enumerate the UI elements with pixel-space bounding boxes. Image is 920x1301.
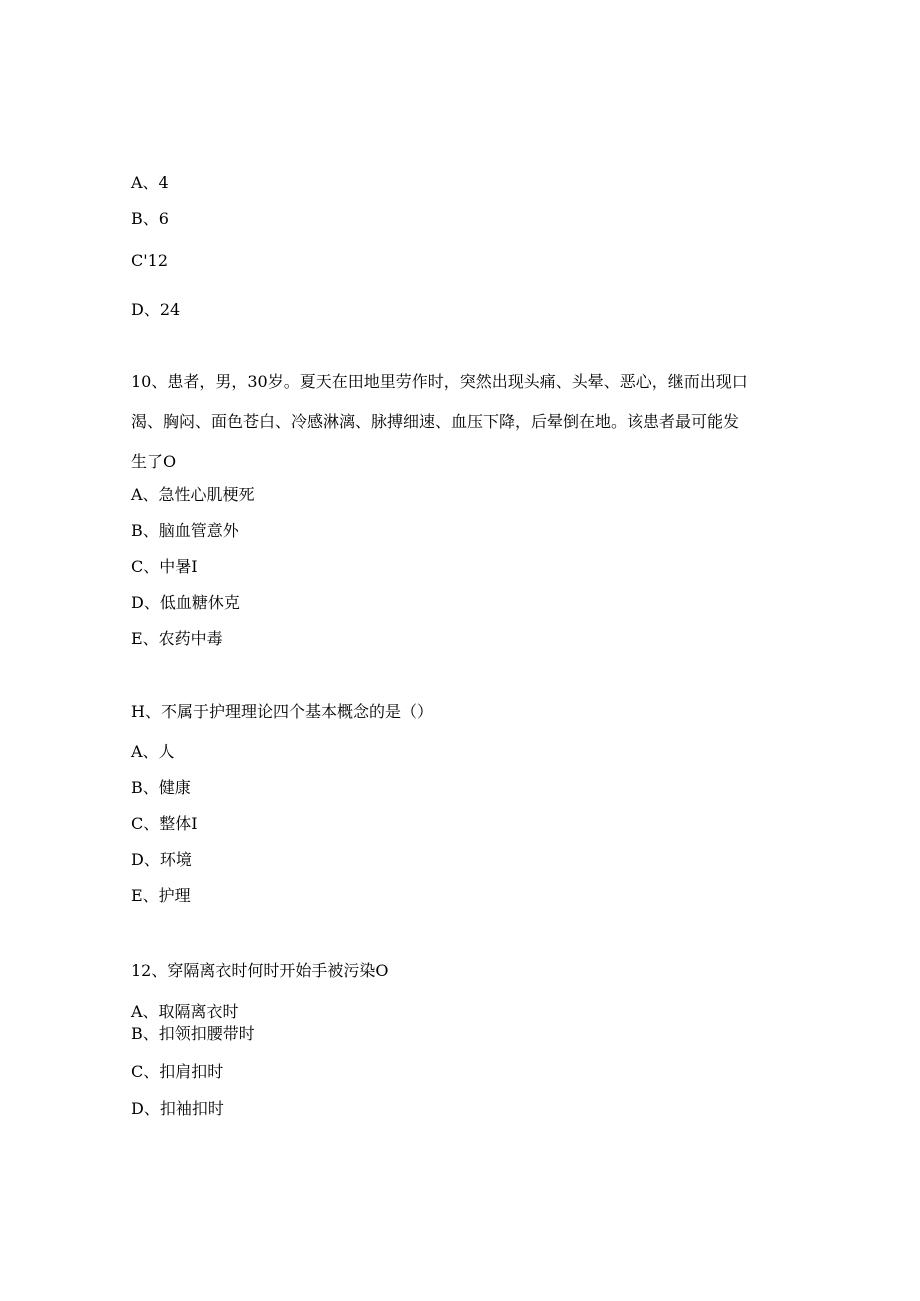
q11-option-d: D、环境 (131, 850, 192, 869)
q10-stem-line-2: 渴、胸闷、面色苍白、冷感淋漓、脉搏细速、血压下降，后晕倒在地。该患者最可能发 (131, 412, 740, 431)
q10-option-e: E、农药中毒 (131, 629, 223, 648)
q10-stem-line-3: 生了O (131, 452, 177, 471)
q10-option-b: B、脑血管意外 (131, 521, 239, 540)
q12-option-a: A、取隔离衣时 (131, 1002, 239, 1021)
q11-option-b: B、健康 (131, 778, 191, 797)
q12-option-c: C、扣肩扣时 (131, 1062, 224, 1081)
q9-option-a: A、4 (131, 173, 169, 192)
q12-option-d: D、扣袖扣时 (131, 1099, 224, 1118)
q10-option-d: D、低血糖休克 (131, 593, 240, 612)
q11-option-a: A、人 (131, 742, 175, 761)
q9-option-b: B、6 (131, 209, 169, 228)
q11-option-c: C、整体I (131, 814, 198, 833)
q11-option-e: E、护理 (131, 886, 191, 905)
q10-stem-line-1: 10、患者，男，30岁。夏天在田地里劳作时，突然出现头痛、头晕、恶心，继而出现口 (131, 372, 748, 391)
q12-stem: 12、穿隔离衣时何时开始手被污染O (131, 961, 389, 980)
q9-option-d: D、24 (131, 300, 181, 319)
q10-stem (131, 362, 791, 482)
q12-option-b: B、扣领扣腰带时 (131, 1024, 255, 1043)
q10-option-c: C、中暑I (131, 557, 198, 576)
q9-option-c: C'12 (131, 251, 168, 270)
q11-stem: H、不属于护理理论四个基本概念的是（） (131, 702, 433, 721)
q10-option-a: A、急性心肌梗死 (131, 485, 255, 504)
